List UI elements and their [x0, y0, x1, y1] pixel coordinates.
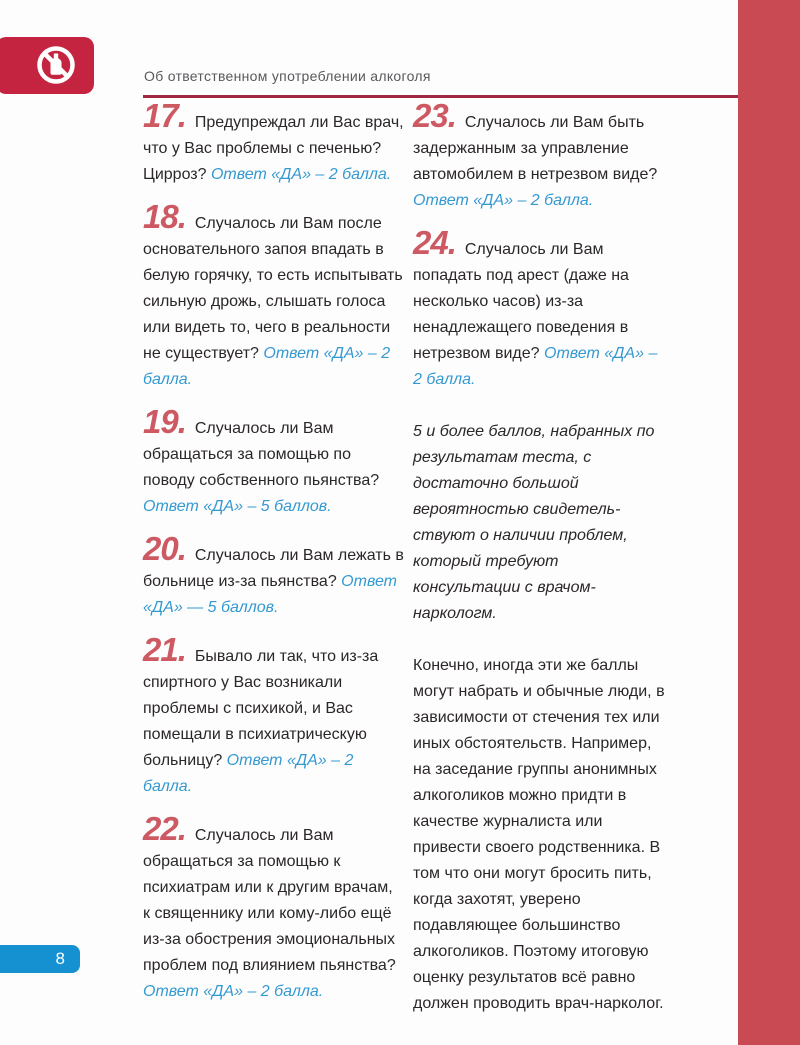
left-column: [143, 97, 404, 1005]
question-item: [143, 97, 404, 188]
question-answer: Ответ «ДА» – 5 баллов.: [143, 498, 332, 515]
question-text: Предупреждал ли Вас врач, что у Вас проблемы с печенью? Цирроз?: [143, 114, 404, 183]
question-item: [413, 97, 668, 214]
questions-list-left: [143, 97, 404, 1005]
question-answer: Ответ «ДА» — 5 баллов.: [143, 573, 397, 616]
right-edge-strip: [738, 0, 800, 1045]
question-item: [413, 224, 668, 393]
question-answer: Ответ «ДА» – 2 балла.: [413, 345, 658, 388]
no-alcohol-icon: [36, 45, 76, 85]
question-number: 20.: [143, 530, 186, 567]
note-paragraph: [413, 653, 668, 1017]
note-paragraph: [413, 419, 668, 627]
question-text: Бывало ли так, что из-за спиртного у Вас возникали проблемы с психикой, и Вас помещали в психиатрическую больницу?: [143, 648, 379, 769]
question-text: Случалось ли Вам обращаться за помощью по поводу собственного пьянства?: [143, 420, 380, 489]
question-number: 22.: [143, 810, 186, 847]
question-text: Случалось ли Вам быть задержанным за управление автомобилем в нетрезвом виде?: [413, 114, 658, 183]
question-answer: Ответ «ДА» – 2 балла.: [210, 166, 392, 183]
question-item: [143, 403, 404, 520]
notes: [413, 419, 668, 1017]
note-text: 5 и более баллов, набранных по результатам теста, с достаточно большой вероятностью свидетельствуют о наличии проблем, который требуют консультации с врачом-наркологм.: [413, 423, 655, 622]
right-column: [413, 97, 668, 1017]
question-item: [143, 530, 404, 621]
question-number: 17.: [143, 97, 186, 134]
question-text: Случалось ли Вам после основательного запоя впадать в белую горячку, то есть испытывать сильную дрожь, слышать голоса или видеть то, чего в реальности не существует?: [143, 215, 403, 362]
page-title: Об ответственном употреблении алкоголя: [144, 68, 431, 84]
question-number: 23.: [413, 97, 456, 134]
question-answer: Ответ «ДА» – 2 балла.: [143, 983, 324, 1000]
question-answer: Ответ «ДА» – 2 балла.: [413, 192, 594, 209]
question-number: 21.: [143, 631, 186, 668]
question-text: Случалось ли Вам обращаться за помощью к психиатрам или к другим врачам, к священнику или кому-либо ещё из-за обострения эмоциональных проблем под влиянием пьянства?: [143, 827, 396, 974]
page-number: 8: [55, 949, 65, 968]
question-number: 18.: [143, 198, 186, 235]
no-alcohol-badge: [0, 37, 94, 94]
question-answer: Ответ «ДА» – 2 балла.: [143, 752, 354, 795]
question-number: 19.: [143, 403, 186, 440]
question-item: [143, 810, 404, 1005]
question-item: [143, 631, 404, 800]
note-text: Конечно, иногда эти же баллы могут набрать и обычные люди, в зависимости от стечения тех или иных обстоятельств. Например, на заседание группы анонимных алкоголиков можно придти в качестве журналиста или привести своего родственника. В том что они могут бросить пить, когда захотят, уверено подавляющее большинство алкоголиков. Поэтому итоговую оценку результатов всё равно должен проводить врач-нарколог.: [413, 657, 665, 1012]
question-text: Случалось ли Вам лежать в больнице из-за пьянства?: [143, 547, 404, 590]
question-number: 24.: [413, 224, 456, 261]
questions-list-right: [413, 97, 668, 393]
question-item: [143, 198, 404, 393]
question-text: Случалось ли Вам попадать под арест (даже на несколько часов) из-за ненадлежащего поведения в нетрезвом виде?: [413, 241, 629, 362]
question-answer: Ответ «ДА» – 2 балла.: [143, 345, 391, 388]
page-number-box: [0, 945, 80, 973]
